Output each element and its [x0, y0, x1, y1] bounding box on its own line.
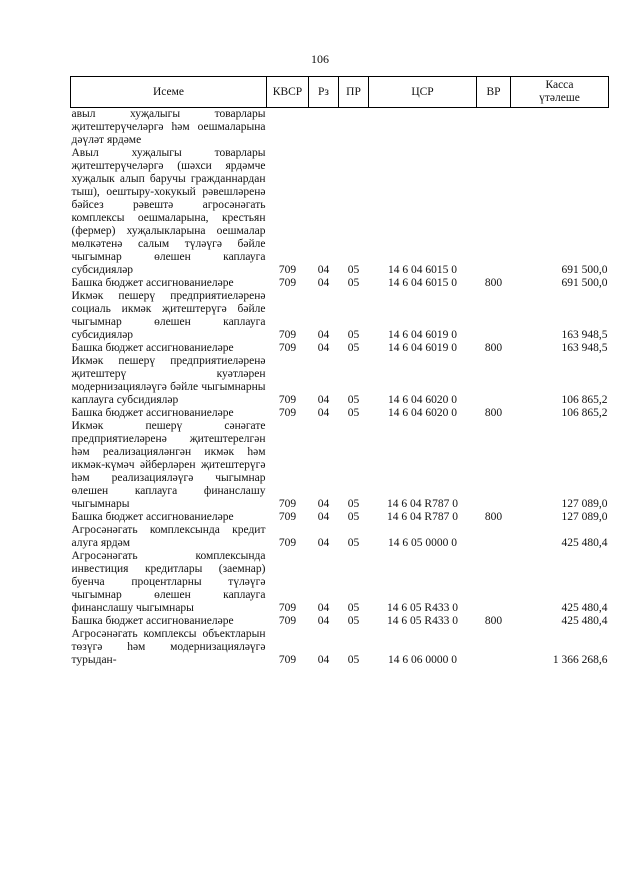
page-number: 106	[311, 52, 329, 66]
cell-name: Башка бюджет ассигнованиеләре	[71, 511, 234, 523]
cell-kvsr	[267, 108, 309, 148]
table-row	[71, 355, 609, 407]
table-row	[71, 615, 609, 628]
table-row	[71, 524, 609, 550]
header-vr: ВР	[477, 77, 511, 108]
cell-csr: 14 6 04 6020 0	[388, 407, 457, 419]
cell-pr: 05	[347, 537, 360, 549]
cell-rz: 04	[317, 511, 330, 523]
cell-kvsr: 709	[278, 615, 297, 627]
table-row	[71, 550, 609, 615]
table-row	[71, 277, 609, 290]
cell-name: Икмәк пешерү предприятиеләренә социаль икмәк җитештерүгә бәйле чыгымнар өлешен каплауга субсидияләр	[71, 290, 266, 341]
cell-vr: 800	[484, 277, 503, 289]
cell-name: Башка бюджет ассигнованиеләре	[71, 615, 234, 627]
cell-vr: 800	[484, 342, 503, 354]
cell-kvsr: 709	[278, 342, 297, 354]
cell-rz: 04	[317, 654, 330, 666]
cell-pr: 05	[347, 342, 360, 354]
cell-amount: 691 500,0	[561, 264, 608, 276]
cell-kvsr: 709	[278, 537, 297, 549]
cell-kvsr: 709	[278, 264, 297, 276]
table-row	[71, 420, 609, 511]
cell-rz: 04	[317, 407, 330, 419]
cell-kvsr: 709	[278, 329, 297, 341]
header-kassa-line1: Касса	[545, 79, 574, 91]
cell-pr: 05	[347, 498, 360, 510]
cell-rz: 04	[317, 329, 330, 341]
table-row	[71, 628, 609, 667]
cell-vr: 800	[484, 615, 503, 627]
cell-pr: 05	[347, 511, 360, 523]
cell-amount: 691 500,0	[561, 277, 608, 289]
cell-pr: 05	[347, 407, 360, 419]
cell-name: Агросәнәгать комплексы объектларын төзүгә һәм модернизацияләүгә турыдан-	[71, 628, 266, 666]
cell-csr: 14 6 05 R433 0	[387, 602, 458, 614]
cell-amount: 106 865,2	[561, 407, 608, 419]
header-rz: Рз	[309, 77, 339, 108]
cell-amount: 127 089,0	[561, 511, 608, 523]
cell-name: Икмәк пешерү предприятиеләренә җитештерү куәтләрен модернизацияләүгә бәйле чыгымнарны каплауга субсидияләр	[71, 355, 266, 406]
cell-pr: 05	[347, 394, 360, 406]
cell-csr: 14 6 05 R433 0	[387, 615, 458, 627]
header-csr: ЦСР	[369, 77, 477, 108]
cell-kvsr: 709	[278, 498, 297, 510]
cell-name: Башка бюджет ассигнованиеләре	[71, 407, 234, 419]
cell-rz: 04	[317, 277, 330, 289]
cell-amount	[511, 108, 609, 148]
cell-vr: 800	[484, 511, 503, 523]
cell-rz: 04	[317, 537, 330, 549]
cell-rz: 04	[317, 615, 330, 627]
cell-rz	[309, 108, 339, 148]
cell-rz: 04	[317, 394, 330, 406]
table-row	[71, 108, 609, 148]
header-kvsr: КВСР	[267, 77, 309, 108]
cell-kvsr: 709	[278, 407, 297, 419]
cell-csr	[369, 108, 477, 148]
cell-name: авыл хуҗалыгы товарлары җитештерүчеләргә һәм оешмаларына дәүләт ярдәме	[71, 108, 266, 146]
cell-pr: 05	[347, 615, 360, 627]
cell-csr: 14 6 04 6019 0	[388, 329, 457, 341]
cell-rz: 04	[317, 602, 330, 614]
cell-pr: 05	[347, 654, 360, 666]
cell-pr: 05	[347, 602, 360, 614]
cell-name: Башка бюджет ассигнованиеләре	[71, 342, 234, 354]
cell-name: Икмәк пешерү сәнәгате предприятиеләренә җитештерелгән һәм реализацияләнгән икмәк һәм икмәк-күмәч әйберләрен җитештерүгә һәм реализацияләүгә чыгымнар өлешен каплауга финанслашу чыгымнары	[71, 420, 266, 510]
cell-csr: 14 6 04 6019 0	[388, 342, 457, 354]
header-pr: ПР	[339, 77, 369, 108]
cell-amount: 163 948,5	[561, 329, 608, 341]
table-row	[71, 147, 609, 277]
cell-vr	[477, 420, 511, 511]
cell-vr	[477, 290, 511, 342]
table-row	[71, 511, 609, 524]
cell-csr: 14 6 05 0000 0	[388, 537, 457, 549]
cell-vr	[477, 628, 511, 667]
cell-vr	[477, 550, 511, 615]
cell-kvsr: 709	[278, 277, 297, 289]
cell-pr: 05	[347, 277, 360, 289]
cell-vr	[477, 355, 511, 407]
cell-kvsr: 709	[278, 511, 297, 523]
cell-vr	[477, 147, 511, 277]
cell-pr: 05	[347, 329, 360, 341]
header-name: Исеме	[71, 77, 267, 108]
cell-vr: 800	[484, 407, 503, 419]
cell-amount: 163 948,5	[561, 342, 608, 354]
cell-kvsr: 709	[278, 654, 297, 666]
cell-amount: 425 480,4	[561, 537, 608, 549]
cell-csr: 14 6 04 6015 0	[388, 264, 457, 276]
cell-kvsr: 709	[278, 394, 297, 406]
cell-rz: 04	[317, 498, 330, 510]
cell-vr	[477, 108, 511, 148]
cell-csr: 14 6 04 6020 0	[388, 394, 457, 406]
cell-vr	[477, 524, 511, 550]
table-row	[71, 407, 609, 420]
header-kassa	[511, 77, 609, 108]
table-row	[71, 290, 609, 342]
cell-rz: 04	[317, 342, 330, 354]
cell-pr: 05	[347, 264, 360, 276]
cell-pr	[339, 108, 369, 148]
cell-rz: 04	[317, 264, 330, 276]
table-header-row	[71, 77, 609, 108]
cell-amount: 425 480,4	[561, 602, 608, 614]
cell-csr: 14 6 04 R787 0	[387, 498, 458, 510]
cell-csr: 14 6 04 R787 0	[387, 511, 458, 523]
cell-amount: 425 480,4	[561, 615, 608, 627]
table-body	[71, 108, 609, 668]
cell-csr: 14 6 04 6015 0	[388, 277, 457, 289]
cell-csr: 14 6 06 0000 0	[388, 654, 457, 666]
cell-name: Башка бюджет ассигнованиеләре	[71, 277, 234, 289]
cell-name: Агросәнәгать комплексында инвестиция кредитлары (заемнар) буенча процентларны түләүгә чыгымнар өлешен каплауга финанслашу чыгымнары	[71, 550, 266, 614]
cell-name: Агросәнәгать комплексында кредит алуга ярдәм	[71, 524, 266, 549]
table-row	[71, 342, 609, 355]
cell-amount: 127 089,0	[561, 498, 608, 510]
cell-name: Авыл хуҗалыгы товарлары җитештерүчеләргә (шәхси ярдәмче хуҗалык алып баручы гражданнардан тыш), оештыру-хокукый рәвешләренә бәйсез рәвештә агросәнәгать комплексы оешмаларына, крестьян (фермер) хуҗалыкларына оешмалар мөлкәтенә салым түләүгә бәйле чыгымнар өлешен каплауга субсидияләр	[71, 147, 266, 276]
budget-table	[70, 76, 609, 667]
cell-amount: 106 865,2	[561, 394, 608, 406]
cell-kvsr: 709	[278, 602, 297, 614]
cell-amount: 1 366 268,6	[552, 654, 608, 666]
header-kassa-line2: үтәлеше	[539, 92, 580, 104]
